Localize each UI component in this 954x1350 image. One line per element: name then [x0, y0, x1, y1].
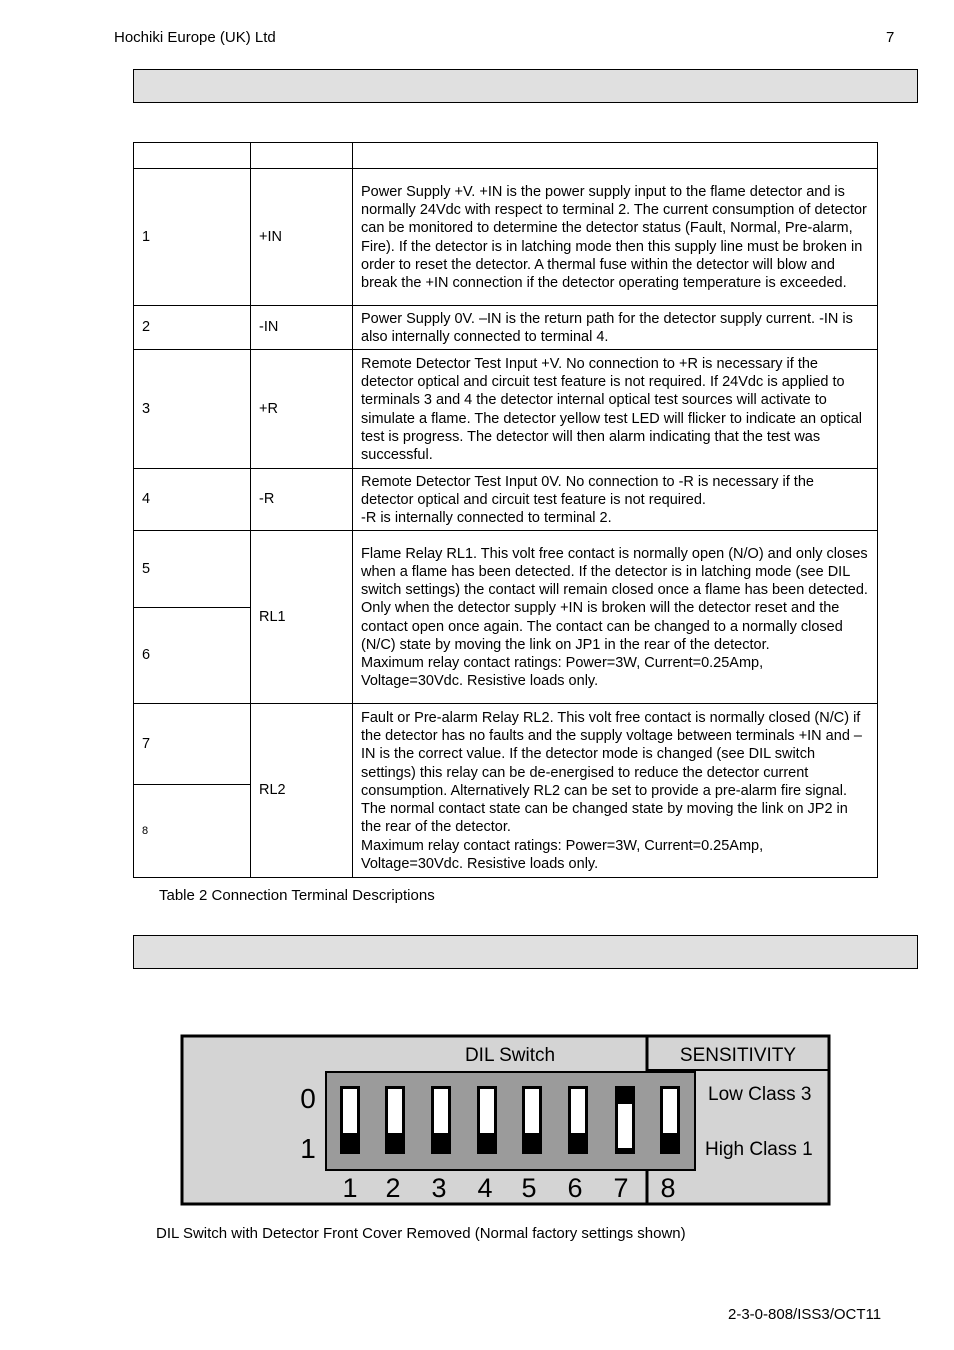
section-heading-band [133, 69, 918, 103]
terminal-description: Power Supply 0V. –IN is the return path for the detector supply current. -IN is also internally connected to terminal 4. [353, 306, 878, 350]
header-cell [353, 143, 878, 169]
table-row [134, 306, 878, 350]
terminal-number: 7 [134, 704, 251, 785]
terminal-number: 1 [134, 169, 251, 306]
dil-title: DIL Switch [464, 1045, 556, 1066]
table-caption: Table 2 Connection Terminal Descriptions [159, 887, 435, 904]
dil-switch-lever [343, 1089, 357, 1133]
section-heading-band [133, 935, 918, 969]
terminal-description: Power Supply +V. +IN is the power supply input to the flame detector and is normally 24Vdc with respect to terminal 2. The current consumption of detector can be monitored to determine the detector status (Fault, Normal, Pre-alarm, Fire). If the detector is in latching mode then this supply line must be broken in order to reset the detector. A thermal fuse within the detector will blow and break the +IN connection if the detector operating temperature is exceeded. [353, 169, 878, 306]
description-line: Fault or Pre-alarm Relay RL2. This volt free contact is normally closed (N/C) if the detector has no faults and the supply voltage between terminals +IN and –IN is the correct value. If the detector mode is changed (see DIL switch settings) this relay can be de-energised to reduce the detector current consumption. Alternatively RL2 can be set to provide a pre-alarm fire signal. The normal contact state can be changed state by moving the link on JP2 in the rear of the detector. [361, 710, 862, 836]
dil-switch-diagram [180, 1034, 834, 1213]
dil-switch-number: 3 [431, 1173, 447, 1203]
dil-caption: DIL Switch with Detector Front Cover Removed (Normal factory settings shown) [156, 1225, 686, 1242]
description-line: Remote Detector Test Input 0V. No connection to -R is necessary if the detector optical and circuit test feature is not required. [361, 473, 814, 508]
terminal-number: 6 [134, 608, 251, 704]
description-line: Flame Relay RL1. This volt free contact is normally open (N/O) and only closes when a flame has been detected. If the detector is in latching mode (see DIL switch settings) the contact will remain closed once a flame has been detected. Only when the detector supply +IN is broken will the detector reset and the contact open once again. The contact can be changed to a normally closed (N/C) state by moving the link on JP1 in the rear of the detector. [361, 545, 868, 653]
header-cell [251, 143, 353, 169]
terminal-description [353, 704, 878, 878]
dil-sens-high: High Class 1 [705, 1139, 813, 1160]
table-row [134, 469, 878, 531]
dil-switch-lever [663, 1089, 677, 1133]
dil-switch-number: 8 [660, 1173, 676, 1203]
dil-switch-lever [525, 1089, 539, 1133]
terminal-name: +IN [251, 169, 353, 306]
terminal-number: 4 [134, 469, 251, 531]
dil-switch-number: 1 [342, 1173, 358, 1203]
dil-switch-number: 5 [521, 1173, 537, 1203]
terminal-number: 5 [134, 531, 251, 608]
table-row [134, 704, 878, 785]
terminal-name: RL2 [251, 704, 353, 878]
header-cell [134, 143, 251, 169]
terminal-table [133, 142, 878, 878]
dil-sensitivity-title: SENSITIVITY [679, 1045, 797, 1066]
dil-switch-lever [480, 1089, 494, 1133]
dil-state-label-0: 0 [300, 1083, 316, 1114]
terminal-name: RL1 [251, 531, 353, 704]
terminal-number: 2 [134, 306, 251, 350]
table-header-row [134, 143, 878, 169]
description-line: Maximum relay contact ratings: Power=3W, Current=0.25Amp, Voltage=30Vdc. Resistive loads only. [361, 654, 764, 690]
description-line: Maximum relay contact ratings: Power=3W, Current=0.25Amp, Voltage=30Vdc. Resistive loads only. [361, 837, 764, 872]
dil-switch-lever [388, 1089, 402, 1133]
terminal-description [353, 531, 878, 704]
dil-sens-low: Low Class 3 [708, 1084, 812, 1105]
terminal-name: -IN [251, 306, 353, 350]
dil-switch-number: 2 [385, 1173, 401, 1203]
terminal-description [353, 469, 878, 531]
terminal-description: Remote Detector Test Input +V. No connection to +R is necessary if the detector optical and circuit test feature is not required. If 24Vdc is applied to terminals 3 and 4 the detector internal optical test sources will activate to simulate a flame. The detector yellow test LED will flicker to indicate an optical test is progress. The detector will then alarm indicating that the test was successful. [353, 350, 878, 469]
page-number: 7 [886, 29, 895, 46]
dil-switch-lever [434, 1089, 448, 1133]
terminal-number: 8 [134, 785, 251, 878]
dil-switch-number: 4 [477, 1173, 493, 1203]
dil-switch-svg [180, 1034, 834, 1208]
table-row [134, 350, 878, 469]
footer-doc-ref: 2-3-0-808/ISS3/OCT11 [728, 1306, 882, 1323]
dil-switch-lever [618, 1104, 632, 1148]
table-row [134, 169, 878, 306]
dil-switch-lever [571, 1089, 585, 1133]
description-line: -R is internally connected to terminal 2. [361, 510, 612, 527]
dil-switch-number: 7 [613, 1173, 629, 1203]
dil-state-label-1: 1 [300, 1133, 316, 1164]
header-company: Hochiki Europe (UK) Ltd [114, 29, 276, 46]
dil-switch-body [326, 1072, 695, 1170]
table-row [134, 531, 878, 608]
terminal-name: +R [251, 350, 353, 469]
terminal-name: -R [251, 469, 353, 531]
terminal-number: 3 [134, 350, 251, 469]
dil-switch-number: 6 [567, 1173, 583, 1203]
